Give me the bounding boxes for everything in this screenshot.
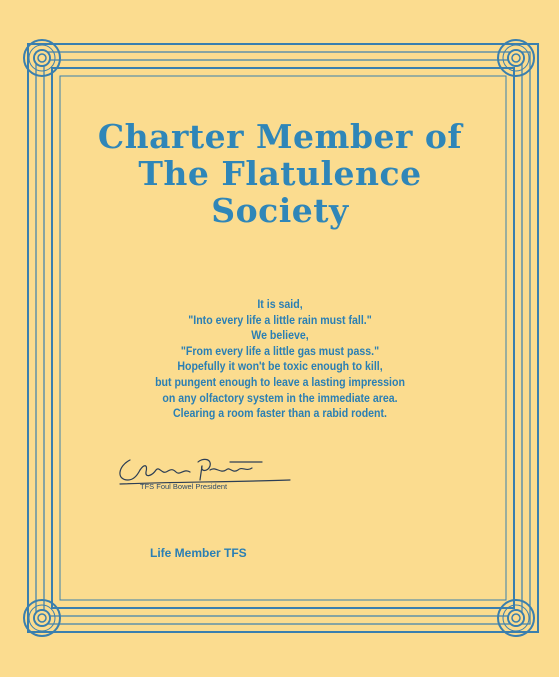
body-line-1: It is said,	[257, 299, 303, 311]
body-line-8: Clearing a room faster than a rabid rodent.	[172, 408, 387, 421]
body-line-2: "Into every life a little rain must fall."	[188, 314, 372, 327]
body-line-7: on any olfactory system in the immediate area.	[162, 392, 398, 405]
body-line-3: We believe,	[251, 330, 309, 343]
certificate-body	[105, 298, 455, 423]
title-line-3: Society	[211, 191, 349, 230]
title-line-2: The Flatulence	[138, 154, 422, 193]
certificate-title	[60, 118, 500, 229]
body-line-5: Hopefully it won't be toxic enough to kill,	[177, 361, 383, 374]
body-line-4: "From every life a little gas must pass."	[180, 345, 380, 358]
body-line-6: but pungent enough to leave a lasting impression	[155, 376, 405, 389]
title-line-1: Charter Member of	[97, 117, 463, 156]
signature-caption: TFS Foul Bowel President	[140, 482, 228, 491]
membership-status: Life Member TFS	[150, 546, 247, 560]
